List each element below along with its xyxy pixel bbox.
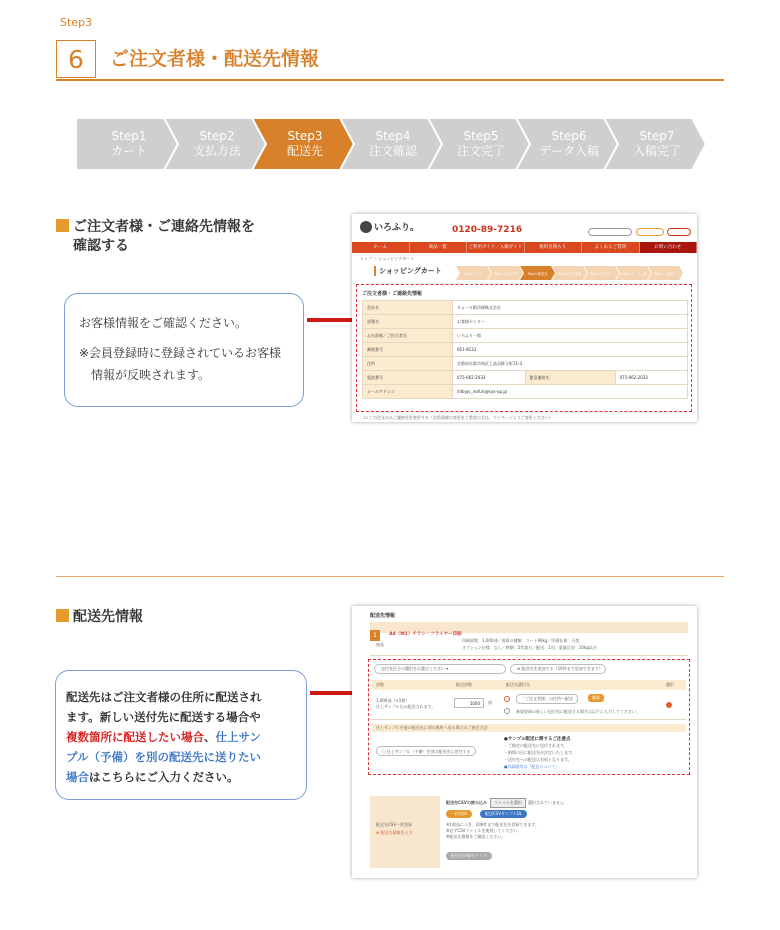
csv-title: 配送先CSVの読み込み (446, 800, 487, 805)
step-progress (76, 118, 706, 170)
notice-line[interactable]: ●詳細説明は「配送について」 (504, 764, 560, 769)
customer-row-label: お名前様／ご担当者名 (363, 329, 453, 343)
dest-select[interactable]: 「ご注文者様」の住所へ配送 (516, 694, 578, 704)
bubble2-tail: はこちらにご入力ください。 (89, 770, 239, 784)
step-item-4 (349, 118, 437, 170)
step-item-5 (437, 118, 525, 170)
customer-row (363, 385, 688, 399)
mini-step-label-1: Step1 カート (463, 272, 484, 276)
sample-notice (504, 736, 576, 770)
mypage-button[interactable] (588, 228, 632, 236)
section2-title-text: 配送先情報 (73, 609, 143, 625)
customer-row (363, 371, 688, 385)
row-unit: 部 (488, 700, 492, 705)
step-number-2: Step2 (199, 129, 235, 143)
bubble2-blue-text2: プル（予備）を別の配送先に送りたい (66, 750, 262, 764)
bubble1-line2: ※会員登録時に登録されているお客様 (79, 346, 282, 360)
site-nav-item-3[interactable]: ご利用ガイド／入稿ガイド (467, 242, 525, 253)
step-item-7 (613, 118, 701, 170)
csv-note3: ※配送先情報をご確認ください。 (446, 834, 506, 839)
bubble2-blue-text1: 仕上サン (215, 730, 261, 744)
mini-step-progress (456, 266, 692, 280)
mini-step-label-2: Step2 支払方法 (493, 272, 518, 276)
mini-step-label-4: Step4 注文確認 (557, 272, 582, 276)
step-number-5: Step5 (463, 129, 499, 143)
shipping-row (372, 690, 686, 720)
customer-table (362, 300, 688, 399)
radio-default-dest[interactable] (504, 696, 510, 702)
shipping-col-header: 部数 (376, 682, 384, 687)
step-item-1 (85, 118, 173, 170)
arrow-to-screenshot2 (310, 691, 356, 695)
clear-dest-button[interactable]: 配送先情報をクリア (446, 852, 492, 860)
bubble1-line1: お客様情報をご確認ください。 (79, 316, 248, 330)
product-number-badge: 1 (370, 630, 380, 641)
ship-count-input[interactable]: 1000 (454, 698, 484, 708)
section2-title (56, 608, 143, 627)
step-number-1: Step1 (111, 129, 147, 143)
bubble2-blue-text3: 場合 (66, 770, 89, 784)
mini-step-label-3: Step3 配送先 (527, 272, 548, 276)
section-number: 6 (56, 40, 96, 78)
site-nav (352, 242, 697, 253)
cart-page-title: ショッピングカート (374, 266, 442, 276)
customer-row (363, 329, 688, 343)
section-divider (56, 576, 724, 577)
login-button[interactable] (636, 228, 664, 236)
customer-row-value: いろふり一郎 (453, 329, 688, 343)
bubble2-line2: ます。新しい送付先に配送する場合や (66, 710, 261, 724)
file-select-button[interactable]: ファイルを選択 (490, 798, 526, 808)
customer-row-value: キョーロ紙印刷株式会社 (453, 301, 688, 315)
bubble2-sep: 、 (204, 730, 216, 744)
breadcrumb: トップ ＞ ショッピングカート (360, 256, 415, 261)
arrow-to-screenshot1 (307, 318, 355, 322)
csv-file-text: 選択されていません (528, 800, 564, 805)
customer-row-value: 京都府京都市南区上鳥羽鉾立町11-3 (453, 357, 688, 371)
site-phone: 0120-89-7216 (452, 225, 523, 235)
csv-label: 配送先CSV一括登録 (376, 822, 413, 827)
customer-row-label2: 緊急連絡先 (525, 371, 615, 385)
site-logo: いろふり。 (360, 220, 419, 233)
customer-row-value: お客様センター (453, 315, 688, 329)
shipping-table-header (372, 680, 686, 690)
title-underline (56, 79, 724, 81)
product-name: A4（M1）チラシ・フライヤー印刷 (389, 632, 462, 637)
edit-dest-button[interactable]: 編集 (588, 694, 604, 702)
row-new: 新規登録の新しい送付先に配送する場合は以下に入力してください。 (516, 709, 640, 714)
mini-step-label-5: Step5 注文完了 (589, 272, 614, 276)
sample-option[interactable]: ○ 仕上サンプル（予備）を別の配送先に送付する (376, 746, 476, 756)
customer-row-value: 075-662-2033 (453, 371, 526, 385)
step-name-6: データ入稿 (538, 144, 599, 158)
section2-bubble (55, 670, 307, 800)
screenshot-customer-info (352, 214, 697, 422)
customer-row-value: info@c_irofuri@kyo-op.jp (453, 385, 688, 399)
customer-row-label: 郵便番号 (363, 343, 453, 357)
csv-sub: ⊕ 配送先情報を入力 (376, 830, 413, 835)
step-item-2 (173, 118, 261, 170)
csv-label-cell (370, 796, 440, 868)
step-item-6 (525, 118, 613, 170)
step-name-2: 支払方法 (192, 144, 241, 158)
customer-row (363, 301, 688, 315)
product-spec2: オプション仕様：なし／納期：5営業日／配送：1回／重量目安：10kg以内 (462, 645, 597, 650)
customer-row (363, 343, 688, 357)
csv-sample-download-button[interactable]: 配送CSVサンプルDL (480, 810, 527, 818)
site-nav-item-1[interactable]: ホーム (352, 242, 410, 253)
step-label: Step3 (60, 16, 93, 29)
site-nav-item-5[interactable]: よくあるご質問 (582, 242, 640, 253)
section1-title-line1: ご注文者様・ご連絡先情報を (73, 219, 255, 235)
radio-new-dest[interactable] (504, 708, 510, 714)
row-qty: 1,000部（×1箇） (376, 698, 410, 703)
step-number-6: Step6 (551, 129, 587, 143)
step-name-1: カート (110, 144, 147, 158)
destination-select[interactable]: 送付先区分の選択をお選びください ▾ (374, 664, 506, 674)
site-nav-item-4[interactable]: 無料見積もり (525, 242, 583, 253)
customer-row-label: 部署名 (363, 315, 453, 329)
step-name-4: 注文確認 (368, 144, 417, 158)
customer-row (363, 315, 688, 329)
mini-step-label-7: Step7 入稿完了 (653, 272, 678, 276)
csv-register-button[interactable]: 一括登録 (446, 810, 472, 818)
notice-line: ・ご指定の配送先に送付されます。 (504, 743, 568, 748)
customer-row-label: メールアドレス (363, 385, 453, 399)
step-item-3 (261, 118, 349, 170)
step-name-7: 入稿完了 (632, 144, 681, 158)
step-name-5: 注文完了 (456, 144, 505, 158)
customer-row-label: 住所 (363, 357, 453, 371)
page-title: ご注文者様・配送先情報 (110, 48, 320, 70)
customer-row-label: 会社名 (363, 301, 453, 315)
change-contact-note[interactable]: ☐ この注文のみご連絡先を変更する（会員情報の変更をご希望の方は、マイページよりご変更ください） (364, 415, 553, 420)
screenshot-shipping (352, 606, 697, 878)
section1-bubble (64, 293, 304, 407)
csv-note2: ※必ずCSVファイルを使用してください。 (446, 828, 522, 833)
row-select-radio[interactable] (666, 702, 672, 708)
shipping-col-header: 選択 (666, 682, 674, 687)
step-name-3: 配送先 (286, 144, 323, 158)
step-number-3: Step3 (287, 129, 323, 143)
row-qty-sub: 仕上サンプル込み配送されます。 (376, 704, 436, 709)
orange-square-icon (56, 219, 69, 232)
bubble2-line1: 配送先はご注文者様の住所に配送され (66, 690, 262, 704)
shipping-col-header: 配送先選択先 (506, 682, 530, 687)
orange-square-icon (56, 609, 69, 622)
customer-row (363, 357, 688, 371)
site-nav-item-2[interactable]: 商品一覧 (410, 242, 468, 253)
step-number-7: Step7 (639, 129, 675, 143)
product-label: 商品 (376, 642, 384, 647)
customer-table-title: ご注文者様・ご連絡先情報 (362, 291, 423, 297)
notice-line: ・納期の日に配送先が決定いたします。 (504, 750, 576, 755)
customer-row-value: 601-8133 (453, 343, 688, 357)
product-row (370, 634, 688, 656)
customer-row-label: 電話番号 (363, 371, 453, 385)
notice-title: ●サンプル配送に関するご注意点 (504, 737, 571, 742)
cart-button[interactable] (667, 228, 691, 236)
shipping-col-header: 配送部数 (456, 682, 472, 687)
product-header (370, 622, 688, 639)
csv-note1: ※1商品につき、100件まで配送先を登録できます。 (446, 822, 539, 827)
notice-line: ・送付先への配送は有料となります。 (504, 757, 572, 762)
csv-content (444, 796, 688, 868)
mini-step-label-6: Step6 データ入稿 (620, 272, 647, 276)
section1-title (56, 218, 255, 256)
product-spec1: 印刷部数：1,000部／用紙の種類：コート90kg／印刷仕様：可変 (462, 638, 580, 643)
shipping-section-title: 配送先情報 (370, 613, 396, 619)
bubble2-red-text: 複数箇所に配送したい場合 (66, 730, 204, 744)
customer-row-value2: 075-662-2033 (615, 371, 688, 385)
step-number-4: Step4 (375, 129, 411, 143)
sample-title: 仕上サンプルを他の配送先に別の場所へ送る場合のご指定方法 (372, 724, 686, 732)
site-nav-item-6[interactable]: お問い合わせ (640, 242, 698, 253)
add-destination-button[interactable]: ⊕ 配送先を追加する（10件まで追加できます） (510, 664, 606, 674)
section1-title-line2: 確認する (73, 238, 129, 254)
bubble1-line3: 情報が反映されます。 (91, 368, 211, 382)
